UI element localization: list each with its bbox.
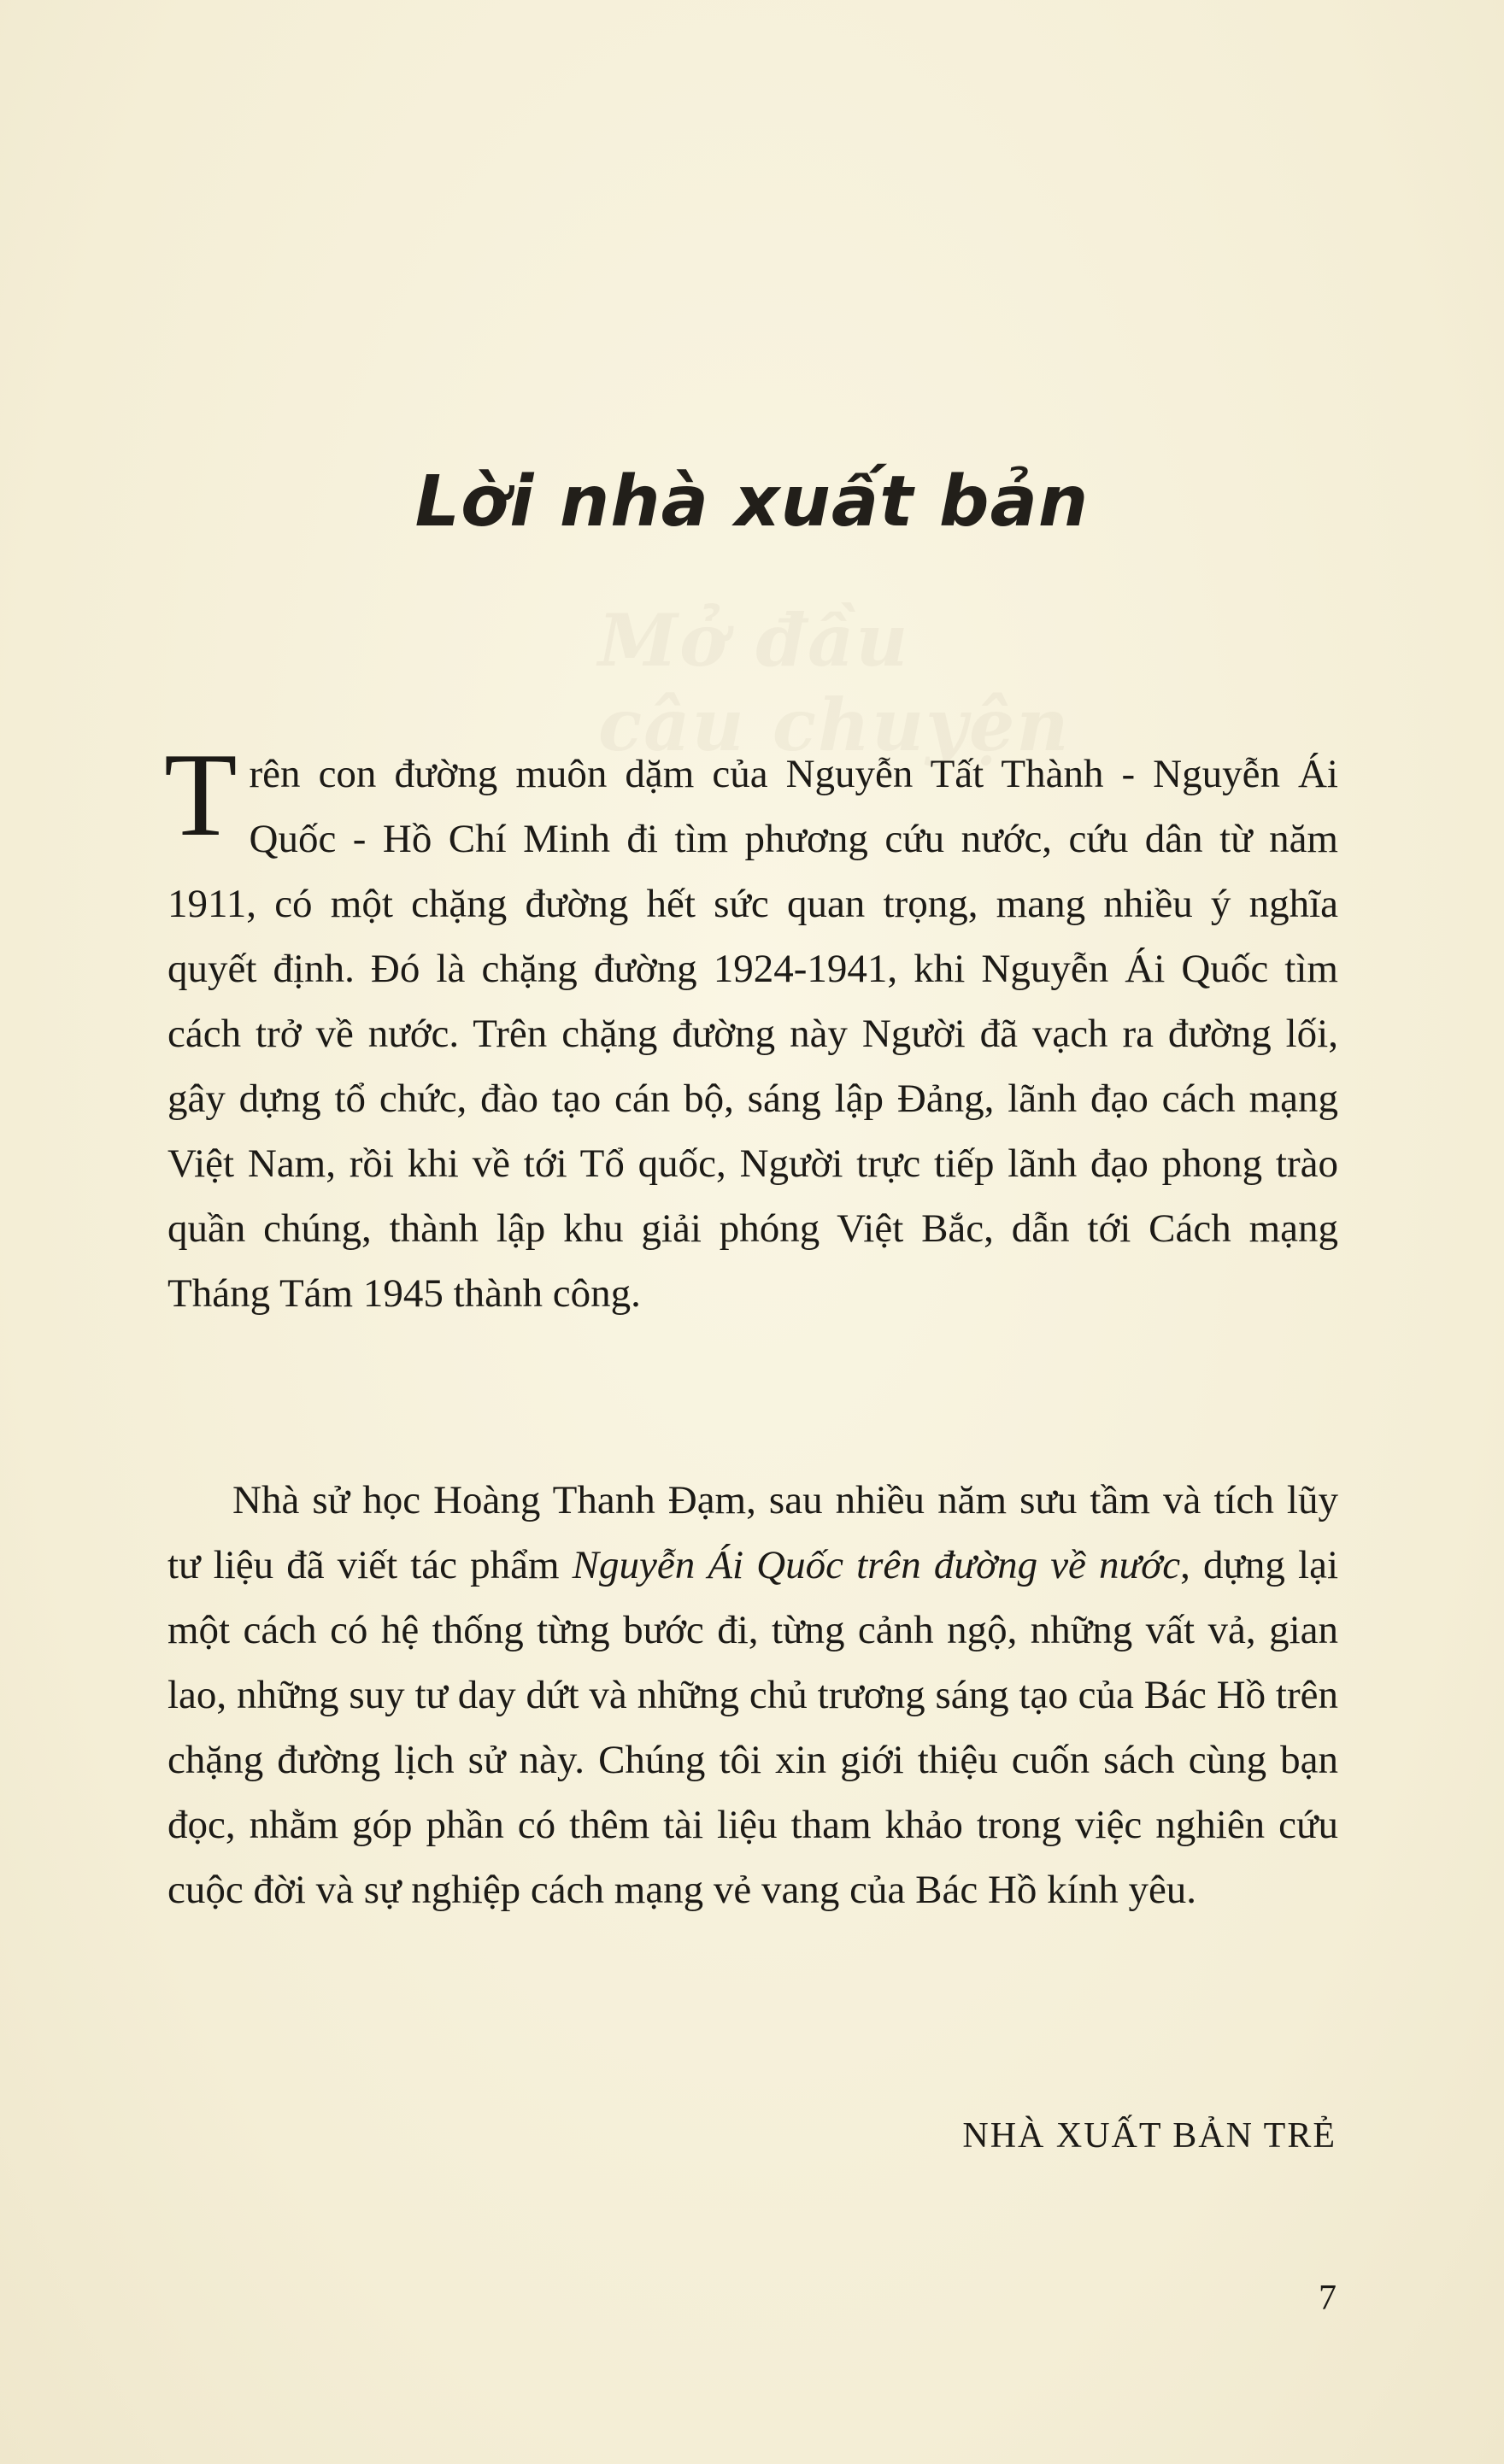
paragraph-1-text: rên con đường muôn dặm của Nguyễn Tất Thành - Nguyễn Ái Quốc - Hồ Chí Minh đi tìm phương cứu nước, cứu dân từ năm 1911, có một chặng đường hết sức quan trọng, mang nhiều ý nghĩa quyết định. Đó là chặng đường 1924-1941, khi Nguyễn Ái Quốc tìm cách trở về nước. Trên chặng đường này Người đã vạch ra đường lối, gây dựng tổ chức, đào tạo cán bộ, sáng lập Đảng, lãnh đạo cách mạng Việt Nam, rồi khi về tới Tổ quốc, Người trực tiếp lãnh đạo phong trào quần chúng, thành lập khu giải phóng Việt Bắc, dẫn tới Cách mạng Tháng Tám 1945 thành công. (167, 752, 1338, 1316)
page-title: Lời nhà xuất bản (414, 461, 1090, 543)
publisher-signature: NHÀ XUẤT BẢN TRẺ (962, 2116, 1337, 2156)
book-title-italic: Nguyễn Ái Quốc trên đường về nước (572, 1543, 1181, 1587)
show-through-text: Mở đầu câu chuyện (598, 598, 1071, 767)
paragraph-2-text-after: , dựng lại một cách có hệ thống từng bước đi, từng cảnh ngộ, những vất vả, gian lao, những suy tư day dứt và những chủ trương sáng tạo của Bác Hồ trên chặng đường lịch sử này. Chúng tôi xin giới thiệu cuốn sách cùng bạn đọc, nhằm góp phần có thêm tài liệu tham khảo trong việc nghiên cứu cuộc đời và sự nghiệp cách mạng vẻ vang của Bác Hồ kính yêu. (167, 1543, 1339, 1912)
drop-cap: T (164, 729, 238, 861)
paragraph-2 (167, 1468, 1338, 1922)
paragraph-1 (164, 729, 1338, 1326)
page-number: 7 (1319, 2279, 1337, 2318)
paragraph-2-text-before: Nhà sử học Hoàng Thanh Đạm, sau nhiều năm sưu tầm và tích lũy tư liệu đã viết tác phẩm (167, 1478, 1338, 1587)
